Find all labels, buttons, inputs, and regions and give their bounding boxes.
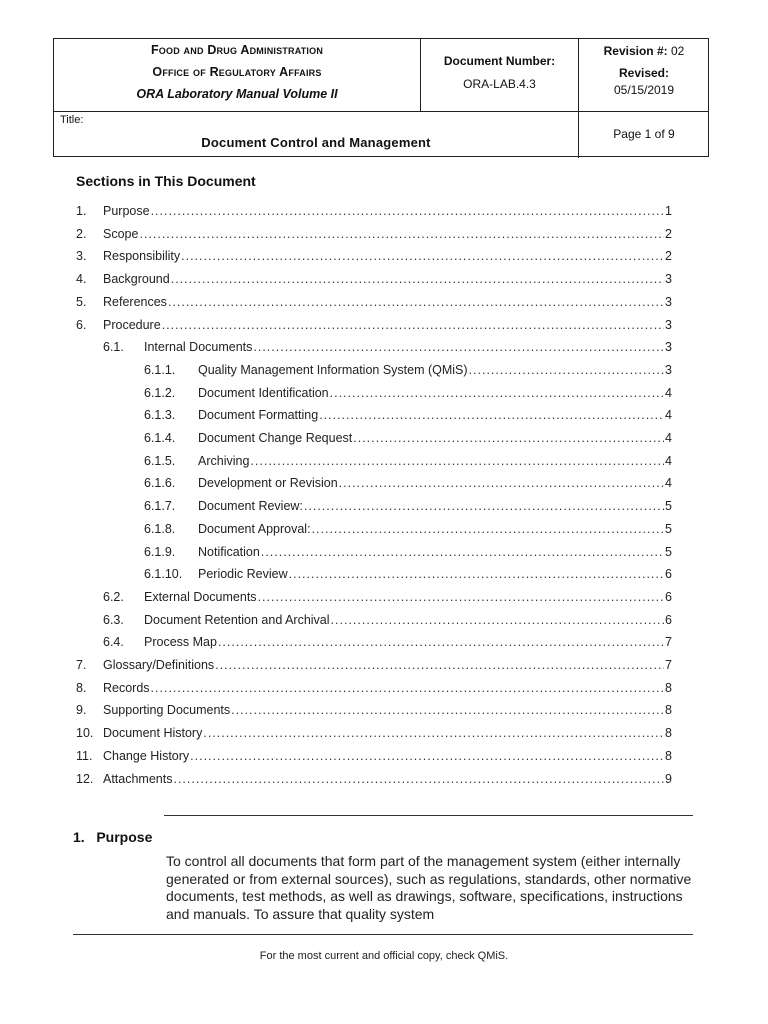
toc-entry[interactable] <box>144 545 672 563</box>
toc-entry[interactable] <box>144 363 672 381</box>
toc-entry-number: 6.2. <box>103 589 124 604</box>
toc-entry[interactable] <box>76 658 672 676</box>
toc-entry-label: Notification <box>198 544 260 559</box>
toc-entry-label: Document History <box>103 726 203 741</box>
toc-entry-label: Procedure <box>103 317 161 332</box>
document-number-label: Document Number: <box>443 54 556 68</box>
toc-entry-number: 6.3. <box>103 612 124 627</box>
toc-entry-page: 4 <box>665 385 672 400</box>
toc-entry[interactable] <box>76 249 672 267</box>
toc-leader-dots <box>312 522 664 536</box>
toc-entry[interactable] <box>144 499 672 517</box>
toc-entry-label: Supporting Documents <box>103 703 231 718</box>
office-name: Office of Regulatory Affairs <box>152 65 322 79</box>
toc-entry-page: 4 <box>665 408 672 423</box>
footer-divider <box>73 934 693 935</box>
document-title: Document Control and Management <box>201 135 431 150</box>
section-heading-purpose: 1. Purpose <box>73 829 153 845</box>
toc-entry-page: 3 <box>665 272 672 287</box>
toc-entry[interactable] <box>76 227 672 245</box>
revision-label: Revision #: <box>603 44 668 58</box>
toc-entry[interactable] <box>144 408 672 426</box>
toc-entry-label: Document Formatting <box>198 408 319 423</box>
toc-leader-dots <box>203 726 664 740</box>
toc-entry[interactable] <box>144 476 672 494</box>
toc-entry[interactable] <box>76 295 672 313</box>
toc-entry-label: Development or Revision <box>198 476 338 491</box>
toc-entry-page: 8 <box>665 703 672 718</box>
toc-entry-number: 1. <box>76 204 87 218</box>
toc-entry-label: Archiving <box>198 453 250 468</box>
toc-entry-number: 6.1.6. <box>144 476 176 491</box>
toc-entry-number: 6.1.1. <box>144 362 176 377</box>
toc-entry-label: Responsibility <box>103 249 181 264</box>
toc-entry-page: 6 <box>665 589 672 604</box>
toc-entry-number: 6.1.8. <box>144 521 176 536</box>
toc-entry-page: 5 <box>665 521 672 536</box>
toc-entry-page: 5 <box>665 544 672 559</box>
toc-entry-label: Document Identification <box>198 385 329 400</box>
toc-entry-number: 7. <box>76 658 87 672</box>
toc-entry-label: Records <box>103 680 150 695</box>
toc-entry-label: Glossary/Definitions <box>103 658 215 672</box>
toc-entry-page: 9 <box>665 771 672 786</box>
toc-entry-label: Process Map <box>144 635 217 650</box>
toc-entry[interactable] <box>144 567 672 585</box>
toc-entry[interactable] <box>103 340 672 358</box>
toc-entry[interactable] <box>144 431 672 449</box>
toc-entry-label: Scope <box>103 226 139 241</box>
header-divider <box>54 111 708 112</box>
toc-leader-dots <box>218 635 664 649</box>
toc-entry-label: Document Review: <box>198 499 303 514</box>
document-number-value: ORA-LAB.4.3 <box>463 77 536 91</box>
toc-entry[interactable] <box>144 386 672 404</box>
revision-value: 02 <box>671 44 685 58</box>
toc-leader-dots <box>331 613 665 627</box>
toc-leader-dots <box>258 590 664 604</box>
toc-entry[interactable] <box>76 703 672 721</box>
toc-entry-page: 2 <box>665 226 672 241</box>
toc-entry-page: 7 <box>665 658 672 672</box>
toc-entry-number: 6.1.2. <box>144 385 176 400</box>
toc-entry-page: 6 <box>665 567 672 582</box>
toc-entry-page: 2 <box>665 249 672 264</box>
toc-leader-dots <box>215 658 664 672</box>
toc-entry-number: 6.1.3. <box>144 408 176 423</box>
revision <box>579 44 709 58</box>
toc-leader-dots <box>162 318 664 332</box>
toc-entry-number: 5. <box>76 294 87 309</box>
toc-entry-page: 1 <box>665 204 672 218</box>
toc-entry-page: 7 <box>665 635 672 650</box>
toc-leader-dots <box>151 204 664 218</box>
toc-entry-number: 4. <box>76 272 87 287</box>
toc-entry-label: Purpose <box>103 204 150 218</box>
toc-entry[interactable] <box>103 613 672 631</box>
toc-entry-number: 6.1.5. <box>144 453 176 468</box>
title-label: Title: <box>60 114 84 126</box>
toc-entry-label: Attachments <box>103 771 173 786</box>
toc-entry-number: 6.1.7. <box>144 499 176 514</box>
toc-entry[interactable] <box>103 635 672 653</box>
toc-entry[interactable] <box>76 318 672 336</box>
toc-entry-page: 4 <box>665 476 672 491</box>
toc-leader-dots <box>171 272 664 286</box>
toc-leader-dots <box>231 703 664 717</box>
toc-entry-number: 10. <box>76 726 94 741</box>
toc-entry[interactable] <box>76 204 672 222</box>
toc-entry-number: 2. <box>76 226 87 241</box>
toc-leader-dots <box>168 295 664 309</box>
toc-leader-dots <box>319 408 664 422</box>
page-number: Page 1 of 9 <box>613 127 675 141</box>
toc-entry-number: 6.4. <box>103 635 124 650</box>
purpose-paragraph: To control all documents that form part of the management system (either internally generated or from external sources), such as regulations, standards, other normative documents, test methods, as well as drawings, software, specifications, instructions and manuals. To assure that quality system <box>166 853 692 922</box>
revised-date: 05/15/2019 <box>613 83 675 97</box>
toc-entry-page: 6 <box>665 612 672 627</box>
toc-entry-label: Document Approval: <box>198 521 311 536</box>
toc-entry-label: Quality Management Information System (QMiS) <box>198 362 468 377</box>
toc-entry-number: 3. <box>76 249 87 264</box>
toc-leader-dots <box>339 476 664 490</box>
manual-name: ORA Laboratory Manual Volume II <box>136 87 338 101</box>
toc-leader-dots <box>151 681 665 695</box>
toc-entry-number: 6. <box>76 317 87 332</box>
toc-entry-label: Background <box>103 272 170 287</box>
toc-entry[interactable] <box>76 272 672 290</box>
toc-entry-page: 4 <box>665 453 672 468</box>
toc-entry-label: Change History <box>103 748 190 763</box>
toc-leader-dots <box>253 340 664 354</box>
toc-leader-dots <box>353 431 664 445</box>
toc-entry-number: 8. <box>76 680 87 695</box>
toc-heading: Sections in This Document <box>76 173 256 189</box>
toc-entry-label: Document Retention and Archival <box>144 612 330 627</box>
toc-leader-dots <box>139 227 664 241</box>
toc-leader-dots <box>190 749 664 763</box>
toc-entry-page: 8 <box>665 748 672 763</box>
toc-entry-page: 8 <box>665 726 672 741</box>
toc-leader-dots <box>289 567 664 581</box>
toc-leader-dots <box>250 454 664 468</box>
toc-entry-number: 11. <box>76 748 93 763</box>
toc-entry[interactable] <box>76 726 672 744</box>
revised-label: Revised: <box>618 66 670 80</box>
toc-entry-page: 5 <box>665 499 672 514</box>
toc-entry-label: Document Change Request <box>198 431 353 445</box>
toc-entry-page: 8 <box>665 680 672 695</box>
toc-entry[interactable] <box>76 749 672 767</box>
toc-leader-dots <box>469 363 665 377</box>
toc-entry-number: 12. <box>76 771 94 786</box>
document-header-table <box>53 38 709 157</box>
agency-name: Food and Drug Administration <box>150 43 324 57</box>
toc-entry-page: 3 <box>665 362 672 377</box>
toc-entry-page: 3 <box>665 340 672 355</box>
toc-entry-label: Internal Documents <box>144 340 253 355</box>
header-divider <box>420 39 421 112</box>
toc-entry[interactable] <box>76 772 672 790</box>
toc-entry-page: 3 <box>665 294 672 309</box>
toc-leader-dots <box>181 249 664 263</box>
toc-entry-number: 6.1.4. <box>144 431 176 445</box>
toc-entry-number: 6.1. <box>103 340 124 355</box>
toc-leader-dots <box>304 499 664 513</box>
toc-entry[interactable] <box>103 590 672 608</box>
toc-entry[interactable] <box>144 522 672 540</box>
toc-leader-dots <box>173 772 664 786</box>
toc-entry-label: External Documents <box>144 589 257 604</box>
toc-entry-number: 6.1.10. <box>144 567 183 582</box>
footer-note: For the most current and official copy, check QMiS. <box>259 950 509 962</box>
toc-entry[interactable] <box>76 681 672 699</box>
toc-entry-number: 6.1.9. <box>144 544 176 559</box>
toc-entry-page: 4 <box>665 431 672 445</box>
toc-entry-label: Periodic Review <box>198 567 288 582</box>
toc-leader-dots <box>330 386 664 400</box>
toc-entry-label: References <box>103 294 167 309</box>
toc-entry[interactable] <box>144 454 672 472</box>
toc-leader-dots <box>261 545 664 559</box>
toc-entry-page: 3 <box>665 317 672 332</box>
divider-line <box>164 815 693 816</box>
toc-entry-number: 9. <box>76 703 87 718</box>
